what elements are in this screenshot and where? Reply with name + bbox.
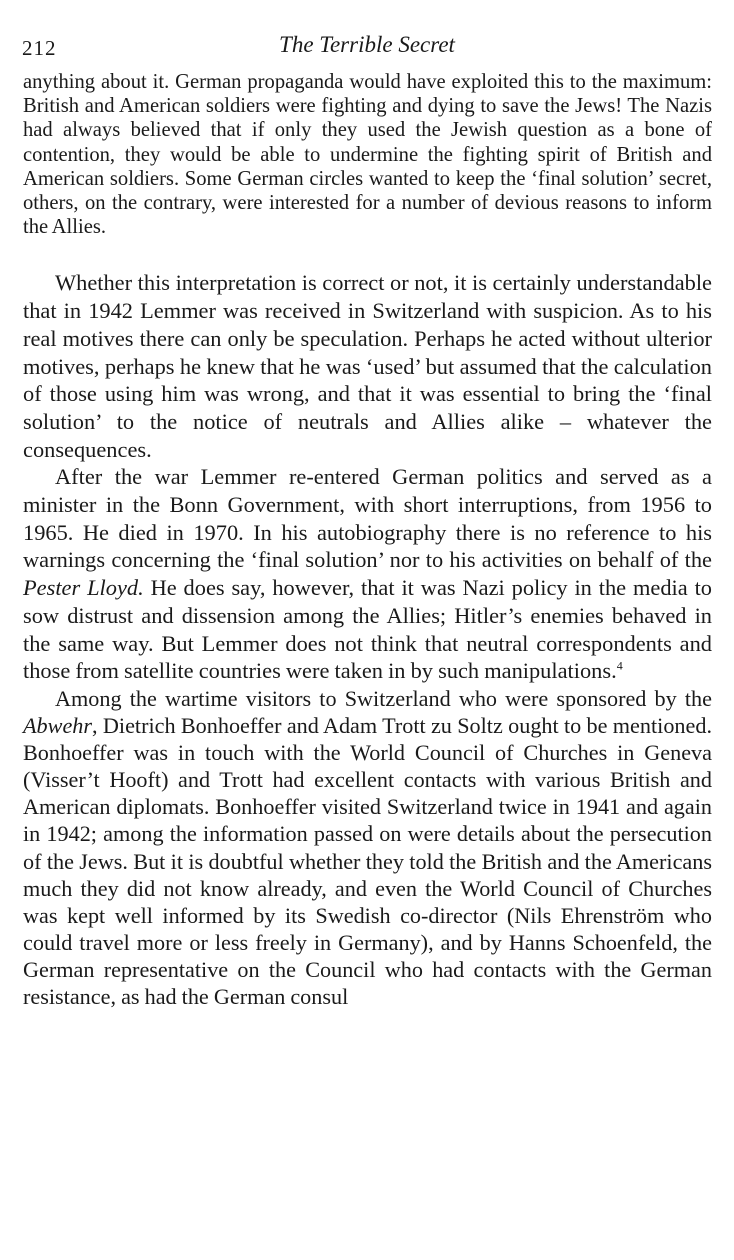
paragraph-4-text-a: Among the wartime visitors to Switzerland who were sponsored by the bbox=[55, 685, 712, 711]
paragraph-4-italic: Abwehr bbox=[23, 713, 93, 739]
page-number: 212 bbox=[22, 36, 57, 60]
paragraph-4 bbox=[23, 685, 712, 1010]
paragraph-3-text-a: After the war Lemmer re-entered German politics and served as a minister in the Bonn Government, with short interruptions, from 1956 to 1965. He died in 1970. In his autobiography there is no reference to his warnings concerning the ‘final solution’ nor to his activities on behalf of the bbox=[23, 464, 712, 573]
paragraph-3-text-b: He does say, however, that it was Nazi policy in the media to sow distrust and dissension among the Allies; Hitler’s enemies behaved in the same way. But Lemmer does not think that neutral correspondents and those from satellite countries were taken in by such manipulations. bbox=[23, 575, 712, 684]
paragraph-4-text-b: , Dietrich Bonhoeffer and Adam Trott zu Soltz ought to be mentioned. Bonhoeffer was in touch with the World Council of Churches in Geneva (Visser’t Hooft) and Trott had excellent contacts with various British and American diplomats. Bonhoeffer visited Switzerland twice in 1941 and again in 1942; among the information passed on were details about the persecution of the Jews. But it is doubtful whether they told the British and the Americans much they did not know already, and even the World Council of Churches was kept well informed by its Swedish co-director (Nils Ehrenström who could travel more or less freely in Germany), and by Hanns Schoenfeld, the German representative on the Council who had contacts with the German resistance, as had the German consul bbox=[23, 713, 712, 1009]
paragraph-3-italic: Pester Lloyd. bbox=[23, 575, 144, 601]
page-header bbox=[22, 32, 712, 62]
paragraph-2: Whether this interpretation is correct or not, it is certainly understandable that in 1942 Lemmer was received in Switzerland with suspicion. As to his real motives there can only be speculation. Perhaps he acted without ulterior motives, perhaps he knew that he was ‘used’ but assumed that the calculation of those using him was wrong, and that it was essential to bring the ‘final solution’ to the notice of neutrals and Allies alike – whatever the consequences. bbox=[23, 270, 712, 462]
running-title: The Terrible Secret bbox=[279, 32, 455, 57]
footnote-marker: 4 bbox=[616, 658, 623, 673]
paragraph-3 bbox=[23, 463, 712, 685]
paragraph-1: anything about it. German propaganda would have exploited this to the maximum: British and American soldiers were fighting and dying to save the Jews! The Nazis had always believed that if only they used the Jewish question as a bone of contention, they would be able to undermine the fighting spirit of British and American soldiers. Some German circles wanted to keep the ‘final solution’ secret, others, on the contrary, were interested for a number of devious reasons to inform the Allies. bbox=[23, 71, 712, 239]
body-text bbox=[23, 70, 712, 1010]
